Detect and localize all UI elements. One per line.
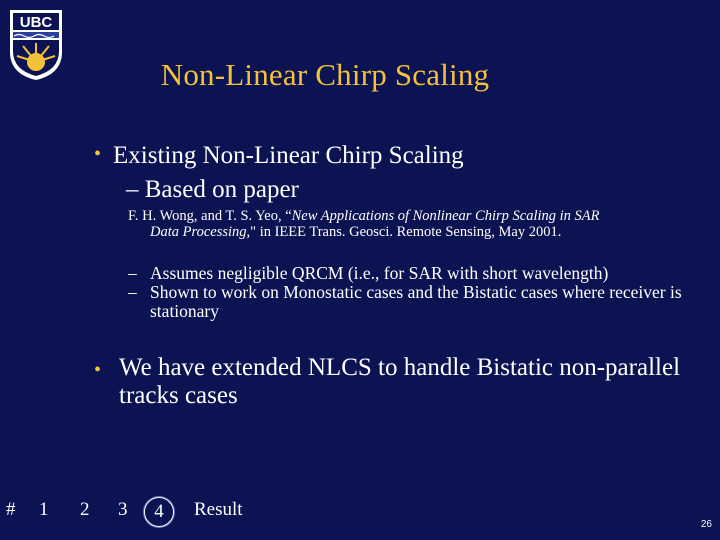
nav-result-link[interactable]: Result xyxy=(194,499,243,520)
reference-authors: F. H. Wong, and T. S. Yeo, “ xyxy=(128,208,292,224)
sub-bullet-text: Assumes negligible QRCM (i.e., for SAR with short wavelength) xyxy=(150,263,609,283)
sub-bullet-text: Shown to work on Monostatic cases and the Bistatic cases where receiver is stationary xyxy=(150,282,682,321)
bullet-existing-nlcs xyxy=(94,142,464,170)
nav-item-2[interactable]: 2 xyxy=(80,499,90,520)
slide-title: Non-Linear Chirp Scaling xyxy=(160,57,490,92)
bullet-text: Existing Non-Linear Chirp Scaling xyxy=(113,142,464,169)
bullet-dot-icon: • xyxy=(94,359,102,381)
nav-item-1[interactable]: 1 xyxy=(39,499,49,520)
reference-rest: ," in IEEE Trans. Geosci. Remote Sensing, May 2001. xyxy=(246,224,562,240)
page-number: 26 xyxy=(700,519,712,530)
sub-bullet-qrcm xyxy=(128,264,708,283)
sub-bullet-based-on-paper: – Based on paper xyxy=(126,176,299,203)
dash-icon: – xyxy=(128,282,137,302)
nav-hash-link[interactable]: # xyxy=(6,499,16,520)
logo-text: UBC xyxy=(19,14,53,31)
sub-bullet-monostatic xyxy=(128,283,708,321)
bullet-text: We have extended NLCS to handle Bistatic non-parallel tracks cases xyxy=(119,354,681,409)
slide-navigation xyxy=(0,499,720,529)
paper-reference xyxy=(128,208,688,240)
nav-item-3[interactable]: 3 xyxy=(118,499,128,520)
nav-item-4-current[interactable]: 4 xyxy=(144,497,174,527)
dash-icon: – xyxy=(128,263,137,283)
bullet-extended-nlcs xyxy=(94,354,694,410)
sub-bullet-list xyxy=(128,264,708,321)
reference-title-line1: New Applications of Nonlinear Chirp Scaling in SAR xyxy=(291,208,600,224)
reference-continuation xyxy=(128,224,688,240)
reference-title-line2: Data Processing xyxy=(150,224,247,240)
bullet-dot-icon: • xyxy=(94,143,102,165)
